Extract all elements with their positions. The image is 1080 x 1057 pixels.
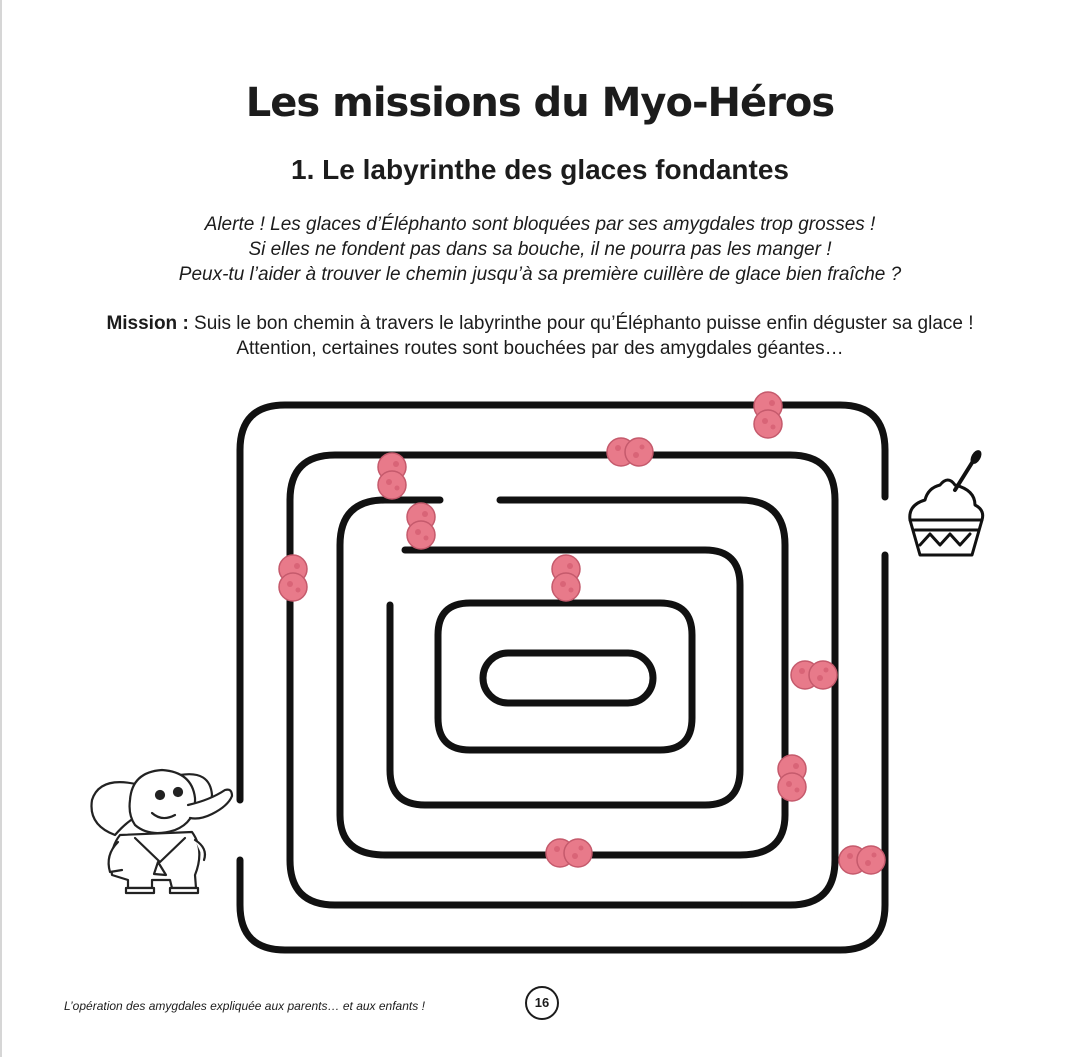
maze-walls bbox=[240, 405, 885, 950]
page-title: Les missions du Myo-Héros bbox=[245, 80, 835, 126]
maze-wall-ring-2 bbox=[290, 455, 835, 860]
maze-center bbox=[483, 653, 653, 703]
tonsil-blob-5 bbox=[279, 555, 307, 601]
tonsil-blob-10 bbox=[839, 846, 885, 874]
page-number: 16 bbox=[525, 986, 559, 1020]
mission-text: Suis le bon chemin à travers le labyrinthe pour qu’Éléphanto puisse enfin déguster sa glace ! bbox=[188, 313, 974, 334]
mission-instructions bbox=[0, 311, 1080, 361]
tonsil-blob-4 bbox=[407, 503, 435, 549]
footer-text: L’opération des amygdales expliquée aux parents… et aux enfants ! bbox=[64, 999, 425, 1013]
ice-cream-cup-icon bbox=[910, 450, 983, 555]
mission-line-2: Attention, certaines routes sont bouchées par des amygdales géantes… bbox=[236, 338, 844, 359]
tonsil-blob-2 bbox=[607, 438, 653, 466]
mission-line-1 bbox=[0, 311, 1080, 336]
elephant-character bbox=[91, 770, 232, 893]
tonsil-blob-1 bbox=[754, 392, 782, 438]
mission-label: Mission : bbox=[106, 313, 189, 334]
tonsil-blob-8 bbox=[778, 755, 806, 801]
tonsil-blob-6 bbox=[552, 555, 580, 601]
tonsil-blob-9 bbox=[546, 839, 592, 867]
intro-line-1: Alerte ! Les glaces d’Éléphanto sont bloquées par ses amygdales trop grosses ! bbox=[204, 214, 876, 235]
tonsil-blob-7 bbox=[791, 661, 837, 689]
intro-line-2: Si elles ne fondent pas dans sa bouche, il ne pourra pas les manger ! bbox=[248, 239, 832, 260]
maze-illustration bbox=[0, 380, 1080, 970]
intro-text bbox=[0, 212, 1080, 287]
mission-subtitle: 1. Le labyrinthe des glaces fondantes bbox=[291, 154, 789, 185]
intro-line-3: Peux-tu l’aider à trouver le chemin jusqu’à sa première cuillère de glace bien fraîche ? bbox=[178, 264, 902, 285]
tonsil-blob-3 bbox=[378, 453, 406, 499]
